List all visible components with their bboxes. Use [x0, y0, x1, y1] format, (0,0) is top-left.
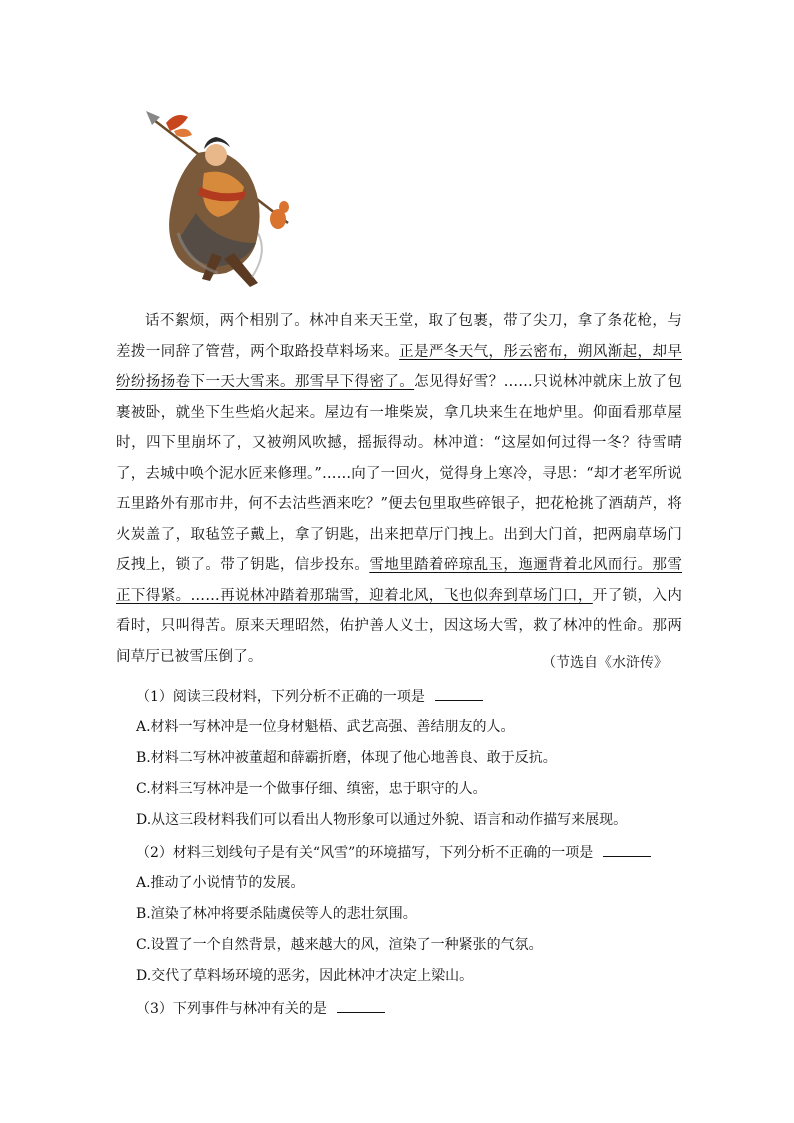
answer-blank-2[interactable] — [603, 842, 651, 857]
question-2-option-a: A.推动了小说情节的发展。 — [136, 875, 305, 891]
passage-part-1: 话不絮烦，两个相别了。林冲自来天王堂，取了包裹，带了尖刀，拿了条花枪，与差拨一同辞了管营，两个取路投草料场来。 — [116, 313, 682, 360]
lin-chong-illustration — [138, 103, 298, 293]
answer-blank-3[interactable] — [337, 998, 385, 1013]
question-1-stem: （1）阅读三段材料，下列分析不正确的一项是 — [136, 686, 483, 707]
passage-text — [116, 306, 682, 672]
passage-part-3: 开了锁，入内看时，只叫得苦。原来天理昭然，佑护善人义士，因这场大雪，救了林冲的性命。那两间草厅已被雪压倒了。 — [116, 587, 682, 665]
question-2-option-c: C.设置了一个自然背景，越来越大的风，渲染了一种紧张的气氛。 — [136, 937, 543, 953]
question-1-option-d: D.从这三段材料我们可以看出人物形象可以通过外貌、语言和动作描写来展现。 — [136, 812, 628, 828]
underlined-snow-sentence-1: 正是严冬天气，彤云密布，朔风渐起，却早纷纷扬扬卷下一天大雪来。那雪早下得密了。 — [116, 343, 682, 390]
answer-blank-1[interactable] — [435, 686, 483, 701]
question-2-stem: （2）材料三划线句子是有关“风雪”的环境描写，下列分析不正确的一项是 — [136, 842, 651, 863]
question-1-option-a: A.材料一写林冲是一位身材魁梧、武艺高强、善结朋友的人。 — [136, 719, 515, 735]
question-2-option-d: D.交代了草料场环境的恶劣，因此林冲才决定上梁山。 — [136, 968, 474, 984]
question-1-option-b: B.材料二写林冲被董超和薛霸折磨，体现了他心地善良、敢于反抗。 — [136, 750, 557, 766]
underlined-snow-sentence-2: 雪地里踏着碎琼乱玉，迤逦背着北风而行。那雪正下得紧。……再说林冲踏着那瑞雪，迎着北风，飞也似奔到草场门口， — [116, 557, 682, 604]
passage-source: （节选自《水浒传》 — [542, 655, 668, 671]
question-1-option-c: C.材料三写林冲是一个做事仔细、缜密，忠于职守的人。 — [136, 781, 487, 797]
question-3-stem: （3）下列事件与林冲有关的是 — [136, 998, 385, 1019]
passage-part-2: 怎见得好雪？……只说林冲就床上放了包裹被卧，就坐下生些焰火起来。屋边有一堆柴炭，拿几块来生在地炉里。仰面看那草屋时，四下里崩坏了，又被朔风吹撼，摇振得动。林冲道：“这屋如何过得一冬？待雪晴了，去城中唤个泥水匠来修理。”……向了一回火，觉得身上寒冷，寻思：“却才老军所说五里路外有那市井，何不去沽些酒来吃？”便去包里取些碎银子，把花枪挑了酒葫芦，将火炭盖了，取毡笠子戴上，拿了钥匙，出来把草厅门拽上。出到大门首，把两扇草场门反拽上，锁了。带了钥匙，信步投东。 — [116, 374, 683, 573]
question-2-option-b: B.渲染了林冲将要杀陆虞侯等人的悲壮氛围。 — [136, 906, 417, 922]
